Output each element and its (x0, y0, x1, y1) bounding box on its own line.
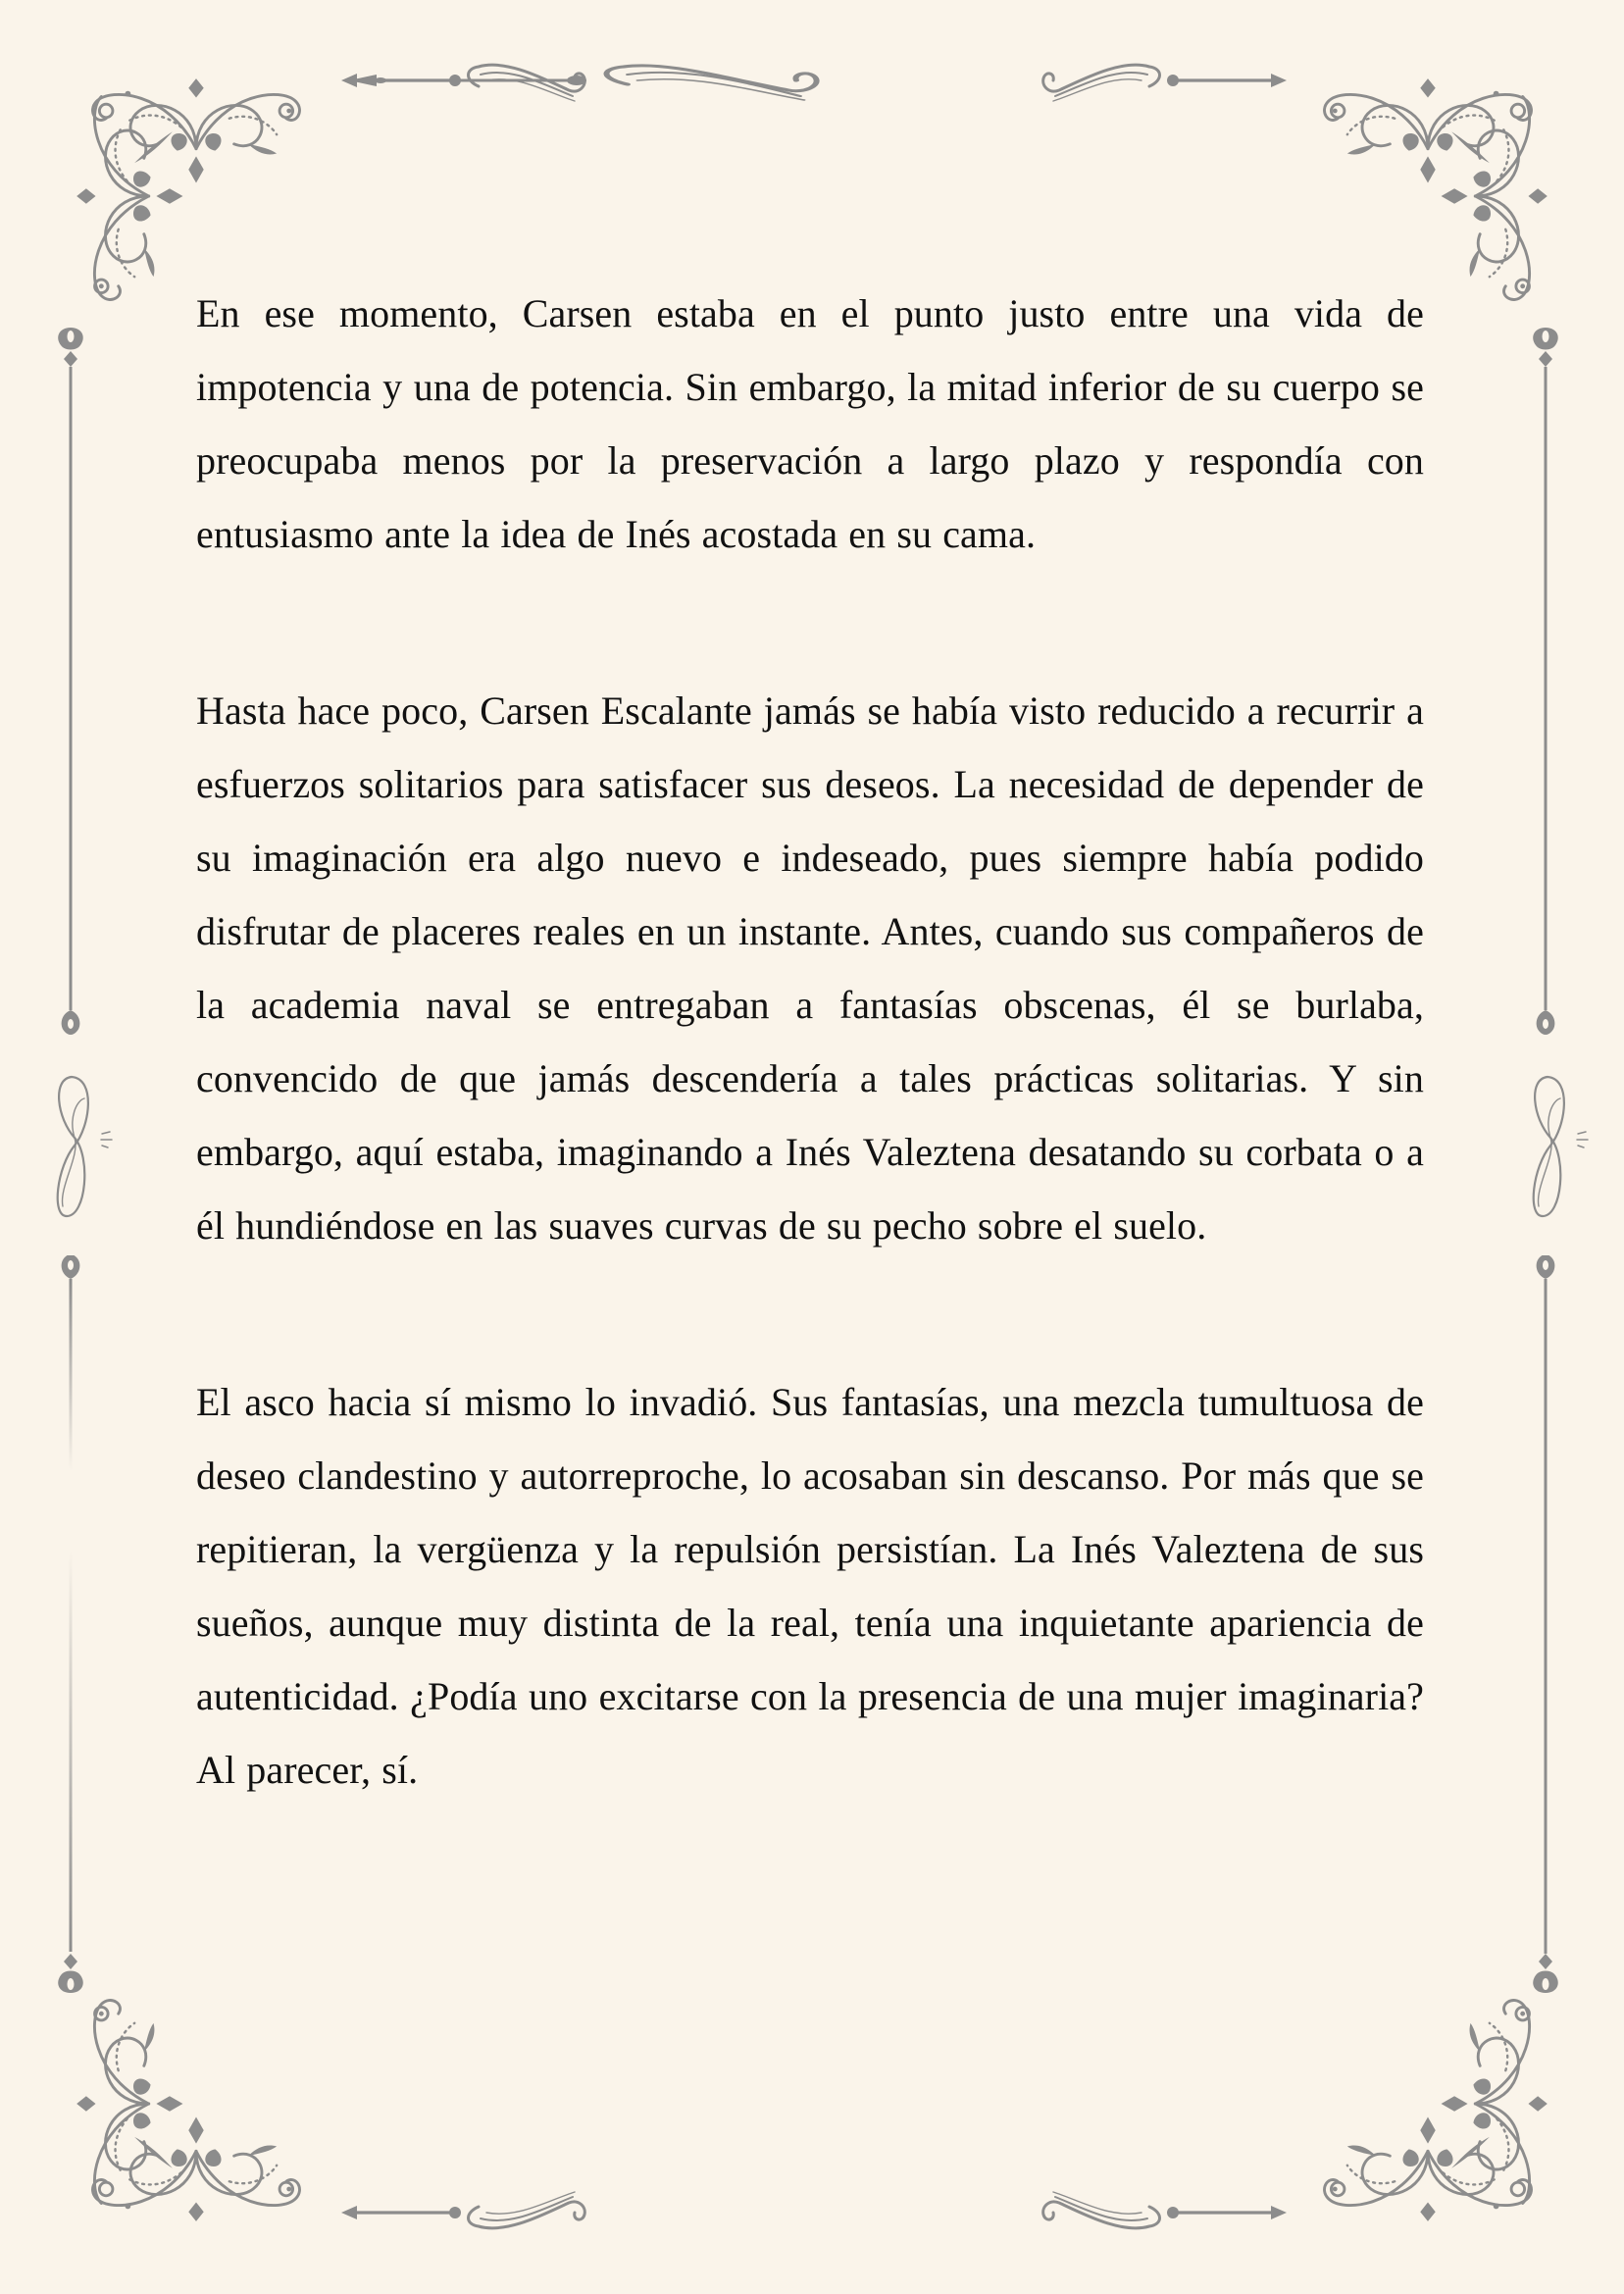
paragraph-3: El asco hacia sí mismo lo invadió. Sus fantasías, una mezcla tumultuosa de deseo clandestino y autorreproche, lo acosaban sin descanso. Por más que se repitieran, la vergüenza y la repulsión persistían. La Inés Valeztena de sus sueños, aunque muy distinta de la real, tenía una inquietante apariencia de autenticidad. ¿Podía uno excitarse con la presencia de una mujer imaginaria? Al parecer, sí. (196, 1380, 1424, 1792)
left-infinity-knot-icon (47, 1069, 116, 1226)
right-infinity-knot-icon (1523, 1069, 1592, 1226)
paragraph-2: Hasta hace poco, Carsen Escalante jamás se había visto reducido a recurrir a esfuerzos solitarios para satisfacer sus deseos. La necesidad de depender de su imaginación era algo nuevo e indeseado, pues siempre había podido disfrutar de placeres reales en un instante. Antes, cuando sus compañeros de la academia naval se entregaban a fantasías obscenas, él se burlaba, convencido de que jamás descendería a tales prácticas solitarias. Y sin embargo, aquí estaba, imaginando a Inés Valeztena desatando su corbata o a él hundiéndose en las suaves curvas de su pecho sobre el suelo. (196, 688, 1424, 1248)
left-rail-upper-icon (51, 324, 90, 1040)
body-text (196, 277, 1424, 1807)
right-rail-upper-icon (1526, 324, 1565, 1040)
corner-flourish-bottom-left-icon (54, 1962, 338, 2246)
top-scroll-divider-detail-icon (333, 39, 1294, 118)
paragraph-1: En ese momento, Carsen estaba en el punto justo entre una vida de impotencia y una de potencia. Sin embargo, la mitad inferior de su cuerpo se preocupaba menos por la preservación a largo plazo y respondía con entusiasmo ante la idea de Inés acostada en su cama. (196, 291, 1424, 556)
bottom-scroll-divider-icon (333, 2177, 1294, 2256)
left-rail-lower-icon (51, 1255, 90, 2001)
right-rail-lower-icon (1526, 1255, 1565, 2001)
corner-flourish-bottom-right-icon (1286, 1962, 1570, 2246)
